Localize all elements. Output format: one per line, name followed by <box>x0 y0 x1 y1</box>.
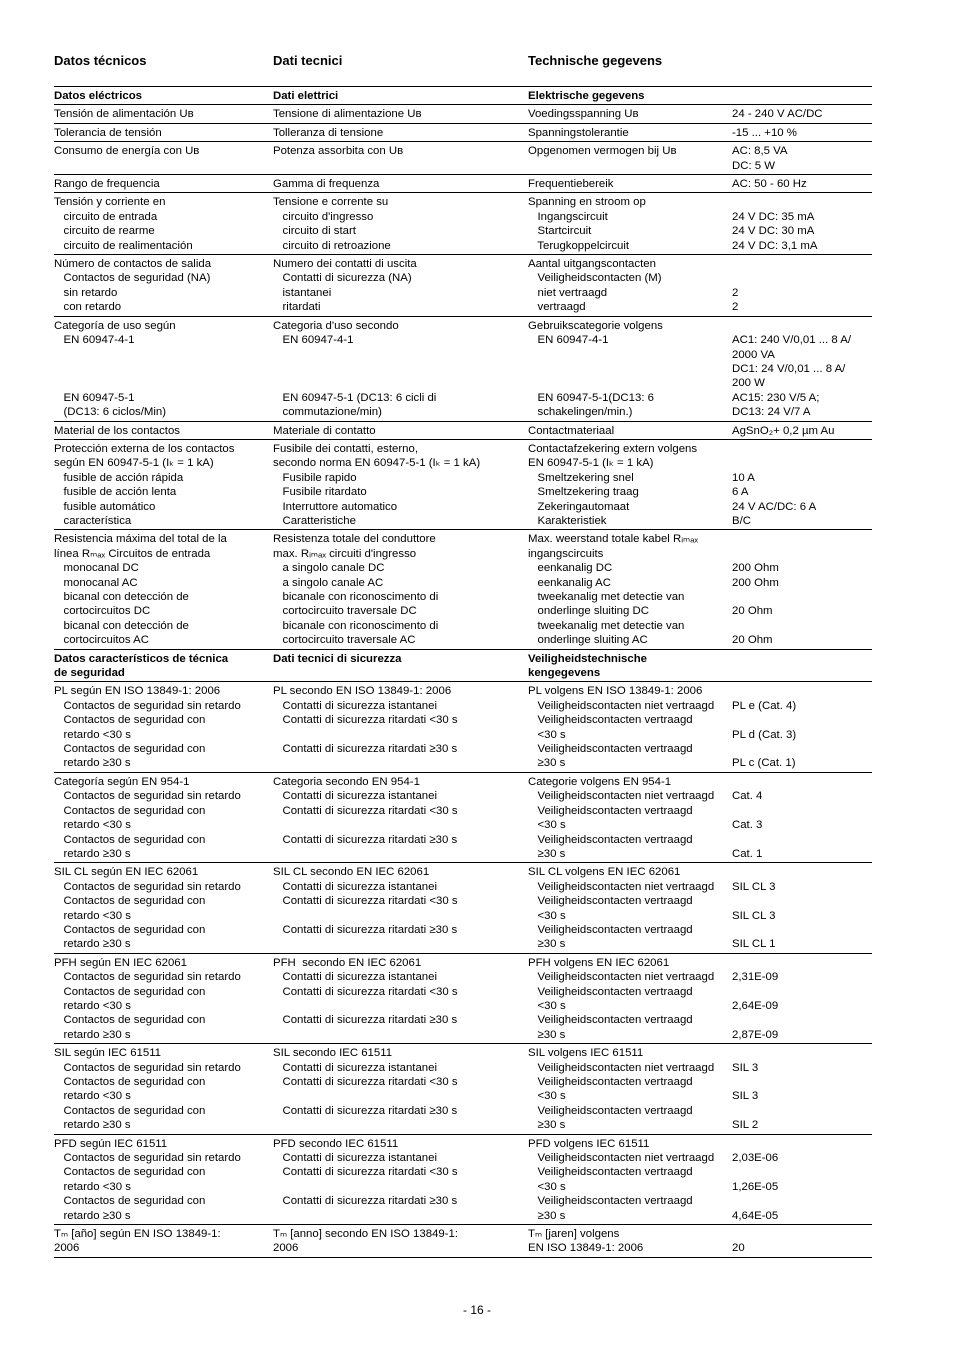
cell-col-es: Datos eléctricos <box>54 90 142 102</box>
cell-col-es: PL según EN ISO 13849-1: 2006 Contactos de seguridad sin retardo Contactos de seguridad con retardo <30 s Contactos de seguridad con retardo ≥30 s <box>54 685 241 770</box>
cell-col-it: Tensione di alimentazione Uʙ <box>273 108 422 121</box>
cell-col-nl: PFD volgens IEC 61511 Veiligheidscontacten niet vertraagd Veiligheidscontacten vertraagd <30 s Veiligheidscontacten vertraagd ≥30 s <box>528 1137 715 1222</box>
table-row <box>54 439 872 529</box>
cell-col-es: Categoría de uso según EN 60947-4-1 EN 60947-5-1 (DC13: 6 ciclos/Min) <box>54 319 176 419</box>
cell-col-nl: Contactafzekering extern volgens EN 60947-5-1 (Iₖ = 1 kA) Smeltzekering snel Smeltzekering traag Zekeringautomaat Karakteristiek <box>528 442 698 527</box>
cell-col-it: Dati elettrici <box>273 90 339 102</box>
table-row <box>54 174 872 192</box>
cell-col-es: Tensión de alimentación Uʙ <box>54 108 194 121</box>
table-row <box>54 421 872 439</box>
cell-col-nl: Aantal uitgangscontacten Veiligheidscontacten (M) niet vertraagd vertraagd <box>528 258 662 314</box>
cell-col-es: Tensión y corriente en circuito de entrada circuito de rearme circuito de realimentación <box>54 196 193 252</box>
table-row <box>54 953 872 1043</box>
cell-col-es: PFD según IEC 61511 Contactos de seguridad sin retardo Contactos de seguridad con retardo <30 s Contactos de seguridad con retardo ≥30 s <box>54 1137 241 1222</box>
cell-col-value: 2,03E-06 1,26E-05 4,64E-05 <box>732 1152 779 1222</box>
cell-col-it: Tolleranza di tensione <box>273 126 384 139</box>
cell-col-nl: Gebruikscategorie volgens EN 60947-4-1 EN 60947-5-1(DC13: 6 schakelingen/min.) <box>528 319 663 419</box>
cell-col-it: Materiale di contatto <box>273 424 376 437</box>
cell-col-es: Resistencia máxima del total de la línea Rₘₐₓ Circuitos de entrada monocanal DC monocanal AC bicanal con detección de cortocircuitos DC bicanal con detección de cortocircuitos AC <box>54 533 227 647</box>
heading-dutch: Technische gegevens <box>528 53 663 68</box>
cell-col-nl: Veiligheidstechnische kengegevens <box>528 652 648 680</box>
cell-col-it: SIL secondo IEC 61511 Contatti di sicurezza istantanei Contatti di sicurezza ritardati <30 s Contatti di sicurezza ritardati ≥30 s <box>273 1047 458 1117</box>
cell-col-es: Tolerancia de tensión <box>54 126 162 139</box>
cell-col-it: PFH secondo EN IEC 62061 Contatti di sicurezza istantanei Contatti di sicurezza ritardati <30 s Contatti di sicurezza ritardati ≥30 s <box>273 956 458 1027</box>
table-row <box>54 316 872 421</box>
technical-data-table <box>54 86 872 1258</box>
cell-col-it: Categoria secondo EN 954-1 Contatti di sicurezza istantanei Contatti di sicurezza ritardati <30 s Contatti di sicurezza ritardati ≥30 s <box>273 775 458 846</box>
cell-col-it: Categoria d'uso secondo EN 60947-4-1 EN 60947-5-1 (DC13: 6 cicli di commutazione/min) <box>273 319 437 419</box>
cell-col-it: SIL CL secondo EN IEC 62061 Contatti di sicurezza istantanei Contatti di sicurezza ritardati <30 s Contatti di sicurezza ritardati ≥30 s <box>273 866 458 936</box>
cell-col-value: PL e (Cat. 4) PL d (Cat. 3) PL c (Cat. 1) <box>732 699 797 770</box>
cell-col-it: Fusibile dei contatti, esterno, secondo norma EN 60947-5-1 (Iₖ = 1 kA) Fusibile rapido Fusibile ritardato Interruttore automatico Caratteristiche <box>273 442 481 527</box>
cell-col-nl: Tₘ [jaren] volgens EN ISO 13849-1: 2006 <box>528 1228 644 1255</box>
cell-col-es: Datos característicos de técnica de seguridad <box>54 652 229 680</box>
cell-col-value <box>732 652 872 681</box>
cell-col-es: Número de contactos de salida Contactos de seguridad (NA) sin retardo con retardo <box>54 258 212 314</box>
cell-col-nl: Contactmateriaal <box>528 424 615 437</box>
table-row <box>54 529 872 648</box>
cell-col-value: AC1: 240 V/0,01 ... 8 A/ 2000 VA DC1: 24 V/0,01 ... 8 A/ 200 W AC15: 230 V/5 A; DC13: 24 V/7 A <box>732 334 852 419</box>
cell-col-es: Consumo de energía con Uʙ <box>54 145 200 158</box>
table-row <box>54 1134 872 1224</box>
cell-col-it: Tensione e corrente su circuito d'ingresso circuito di start circuito di retroazione <box>273 196 391 252</box>
cell-col-value: 24 - 240 V AC/DC <box>732 108 823 121</box>
table-row <box>54 1043 872 1133</box>
cell-col-value: AC: 50 - 60 Hz <box>732 178 807 191</box>
cell-col-nl: Elektrische gegevens <box>528 90 645 102</box>
cell-col-nl: Voedingsspanning Uʙ <box>528 108 639 121</box>
cell-col-nl: PL volgens EN ISO 13849-1: 2006 Veiligheidscontacten niet vertraagd Veiligheidscontacten vertraagd <30 s Veiligheidscontacten vertraagd ≥30 s <box>528 685 715 770</box>
cell-col-value: 10 A 6 A 24 V AC/DC: 6 A B/C <box>732 471 817 527</box>
cell-col-value: 200 Ohm 200 Ohm 20 Ohm 20 Ohm <box>732 562 779 647</box>
cell-col-it: Gamma di frequenza <box>273 178 380 191</box>
cell-col-nl: Spanningstolerantie <box>528 126 629 139</box>
cell-col-it: Numero dei contatti di uscita Contatti di sicurezza (NA) istantanei ritardati <box>273 258 417 314</box>
cell-col-value: 20 <box>732 1242 745 1255</box>
cell-col-es: Material de los contactos <box>54 424 180 437</box>
table-row <box>54 141 872 174</box>
cell-col-it: Resistenza totale del conduttore max. Rᵢₘₐₓ circuiti d'ingresso a singolo canale DC a singolo canale AC bicanale con riconoscimento di cortocircuito traversale DC bicanale con riconoscimento di cortocircuito traversale AC <box>273 533 439 647</box>
cell-col-value: Cat. 4 Cat. 3 Cat. 1 <box>732 790 763 860</box>
cell-col-nl: Opgenomen vermogen bij Uʙ <box>528 145 677 158</box>
cell-col-value: SIL 3 SIL 3 SIL 2 <box>732 1061 759 1132</box>
table-row <box>54 123 872 141</box>
cell-col-value: AgSnO₂+ 0,2 µm Au <box>732 424 835 437</box>
table-row <box>54 862 872 952</box>
table-row <box>54 104 872 122</box>
cell-col-value: 2 2 <box>732 286 739 314</box>
column-headings <box>54 53 872 71</box>
cell-col-it: PL secondo EN ISO 13849-1: 2006 Contatti di sicurezza istantanei Contatti di sicurezza ritardati <30 s Contatti di sicurezza ritardati ≥30 s <box>273 685 458 756</box>
cell-col-nl: SIL CL volgens EN IEC 62061 Veiligheidscontacten niet vertraagd Veiligheidscontacten vertraagd <30 s Veiligheidscontacten vertraagd ≥30 s <box>528 866 715 951</box>
cell-col-es: Rango de frequencia <box>54 178 160 191</box>
section-header-row <box>54 86 872 104</box>
cell-col-value: AC: 8,5 VA DC: 5 W <box>732 145 788 172</box>
cell-col-value: SIL CL 3 SIL CL 3 SIL CL 1 <box>732 880 776 951</box>
cell-col-value: -15 ... +10 % <box>732 126 797 139</box>
cell-col-it: Tₘ [anno] secondo EN ISO 13849-1: 2006 <box>273 1228 459 1255</box>
cell-col-es: SIL CL según EN IEC 62061 Contactos de seguridad sin retardo Contactos de seguridad con retardo <30 s Contactos de seguridad con retardo ≥30 s <box>54 866 241 951</box>
table-row <box>54 681 872 771</box>
cell-col-nl: Categorie volgens EN 954-1 Veiligheidscontacten niet vertraagd Veiligheidscontacten vertraagd <30 s Veiligheidscontacten vertraagd ≥30 s <box>528 775 715 860</box>
cell-col-value: 24 V DC: 35 mA 24 V DC: 30 mA 24 V DC: 3,1 mA <box>732 210 818 252</box>
cell-col-it: Dati tecnici di sicurezza <box>273 652 402 665</box>
table-row <box>54 1224 872 1258</box>
heading-italian: Dati tecnici <box>273 53 343 68</box>
cell-col-value <box>732 89 872 103</box>
table-row <box>54 772 872 862</box>
cell-col-value: 2,31E-09 2,64E-09 2,87E-09 <box>732 971 779 1041</box>
cell-col-es: PFH según EN IEC 62061 Contactos de seguridad sin retardo Contactos de seguridad con retardo <30 s Contactos de seguridad con retardo ≥30 s <box>54 956 241 1041</box>
cell-col-es: Tₘ [año] según EN ISO 13849-1: 2006 <box>54 1228 221 1255</box>
cell-col-es: SIL según IEC 61511 Contactos de seguridad sin retardo Contactos de seguridad con retardo <30 s Contactos de seguridad con retardo ≥30 s <box>54 1047 241 1132</box>
section-header-row <box>54 649 872 682</box>
cell-col-es: Protección externa de los contactos según EN 60947-5-1 (Iₖ = 1 kA) fusible de acción rápida fusible de acción lenta fusible automático característica <box>54 442 235 527</box>
cell-col-nl: Frequentiebereik <box>528 178 614 191</box>
heading-spanish: Datos técnicos <box>54 53 147 68</box>
table-row <box>54 254 872 316</box>
table-row <box>54 192 872 254</box>
cell-col-nl: Spanning en stroom op Ingangscircuit Startcircuit Terugkoppelcircuit <box>528 196 646 252</box>
page-number: - 16 - <box>462 1303 491 1317</box>
cell-col-nl: Max. weerstand totale kabel Rᵢₘₐₓ ingangscircuits eenkanalig DC eenkanalig AC tweekanalig met detectie van onderlinge sluiting DC tweekanalig met detectie van onderlinge sluiting AC <box>528 533 699 647</box>
cell-col-it: PFD secondo IEC 61511 Contatti di sicurezza istantanei Contatti di sicurezza ritardati <30 s Contatti di sicurezza ritardati ≥30 s <box>273 1137 458 1208</box>
cell-col-es: Categoría según EN 954-1 Contactos de seguridad sin retardo Contactos de seguridad con retardo <30 s Contactos de seguridad con retardo ≥30 s <box>54 775 241 860</box>
cell-col-nl: PFH volgens EN IEC 62061 Veiligheidscontacten niet vertraagd Veiligheidscontacten vertraagd <30 s Veiligheidscontacten vertraagd ≥30 s <box>528 956 715 1041</box>
cell-col-it: Potenza assorbita con Uʙ <box>273 145 404 158</box>
cell-col-nl: SIL volgens IEC 61511 Veiligheidscontacten niet vertraagd Veiligheidscontacten vertraagd <30 s Veiligheidscontacten vertraagd ≥30 s <box>528 1047 715 1132</box>
